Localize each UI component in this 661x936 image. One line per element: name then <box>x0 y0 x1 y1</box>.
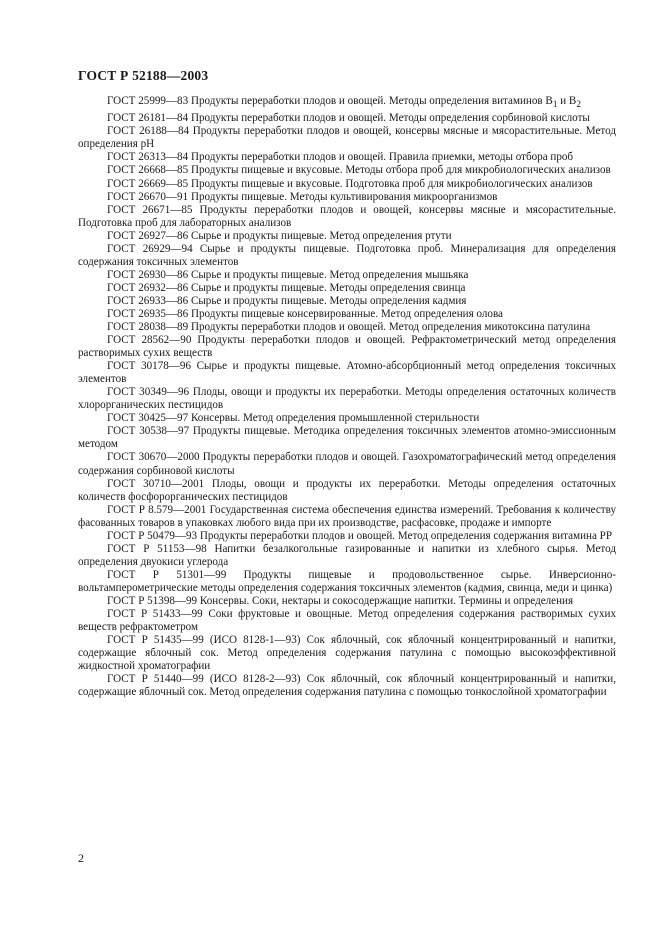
reference-code: ГОСТ 30425—97 <box>107 412 189 425</box>
reference-title: Сок яблочный, сок яблочный концентрированный и напитки, содержащие яблочный сок. Метод определения содержания патулина с помощью высокоэффективной жидкостной хроматографии <box>78 634 616 673</box>
reference-item <box>78 308 616 321</box>
reference-title: Консервы. Метод определения промышленной стерильности <box>190 412 480 425</box>
reference-title: Сырье и продукты пищевые. Методы определения свинца <box>190 281 466 294</box>
reference-item <box>78 178 616 191</box>
reference-code: ГОСТ 26930—86 <box>107 268 189 281</box>
reference-title: Напитки безалкогольные газированные и напитки из хлебного сырья. Метод определения двуокиси углерода <box>78 542 617 568</box>
reference-item <box>78 608 616 634</box>
reference-title: Продукты переработки плодов и овощей. Методы определения витаминов B <box>190 95 553 107</box>
subscript: 2 <box>576 100 581 111</box>
reference-code: ГОСТ Р 51433—99 <box>107 608 203 621</box>
reference-item <box>78 673 616 699</box>
reference-title: Сырье и продукты пищевые. Атомно-абсорбционный метод определения токсичных элементов <box>78 360 617 386</box>
reference-title: Продукты пищевые консервированные. Метод определения олова <box>190 307 503 320</box>
reference-title: Продукты переработки плодов и овощей. Газохроматографический метод определения содержания сорбиновой кислоты <box>78 451 616 477</box>
reference-code: ГОСТ Р 51301—99 <box>107 568 227 581</box>
reference-code: ГОСТ 30670—2000 <box>107 451 200 464</box>
reference-code: ГОСТ Р 51398—99 <box>107 595 198 607</box>
reference-item <box>78 321 616 334</box>
reference-item <box>78 269 616 282</box>
reference-item <box>78 125 616 151</box>
page-number: 2 <box>78 851 84 865</box>
reference-title-tail: и B <box>557 95 577 107</box>
normative-references-list <box>78 95 616 699</box>
reference-title: Плоды, овощи и продукты их переработки. Методы определения остаточных количеств хлорорганических пестицидов <box>78 386 617 412</box>
reference-item <box>78 386 616 412</box>
reference-item <box>78 530 616 543</box>
subscript: 1 <box>552 100 558 111</box>
reference-item <box>78 360 616 386</box>
reference-title: Плоды, овощи и продукты их переработки. Методы определения остаточных количеств фосфорорганических пестицидов <box>78 477 617 503</box>
reference-code: ГОСТ 26670—91 <box>107 190 189 203</box>
reference-title: Продукты переработки плодов и овощей. Методы определения сорбиновой кислоты <box>190 112 590 125</box>
reference-title: Продукты пищевые и продовольственное сырье. Инверсионно-вольтамперометрические методы определения содержания токсичных элементов (кадмия, свинца, меди и цинка) <box>78 568 616 594</box>
reference-item <box>78 282 616 295</box>
reference-title: Сырье и продукты пищевые. Метод определения ртути <box>190 229 452 242</box>
reference-item <box>78 191 616 204</box>
reference-title: Консервы. Соки, нектары и сокосодержащие напитки. Термины и определения <box>199 595 574 607</box>
reference-title: Сок яблочный, сок яблочный концентрированный и напитки, содержащие яблочный сок. Метод определения содержания патулина с помощью тонкослойной хроматографии <box>78 673 616 699</box>
reference-code: ГОСТ 30710—2001 <box>107 477 205 490</box>
reference-item <box>78 204 616 230</box>
reference-code: ГОСТ 30178—96 <box>107 360 191 373</box>
reference-item <box>78 634 616 673</box>
reference-title: Продукты переработки плодов и овощей. Правила приемки, методы отбора проб <box>190 151 574 164</box>
reference-item <box>78 543 616 569</box>
reference-title: Продукты переработки плодов и овощей, консервы мясные и мясорастительные. Метод определения рН <box>78 125 616 151</box>
reference-item <box>78 569 616 595</box>
reference-item <box>78 334 616 360</box>
reference-code: ГОСТ 30349—96 <box>107 386 190 399</box>
reference-title: Продукты переработки плодов и овощей. Метод определения микотоксина патулина <box>190 321 591 334</box>
reference-title: Продукты пищевые. Методика определения токсичных элементов атомно-эмиссионным методом <box>78 425 616 451</box>
reference-title: Продукты пищевые. Методы культивирования микроорганизмов <box>190 190 498 203</box>
reference-item <box>78 112 616 125</box>
reference-item <box>78 451 616 477</box>
reference-title: Государственная система обеспечения единства измерений. Требования к количеству фасованных товаров в упаковках любого вида при их производстве, расфасовке, продаже и импорте <box>78 503 617 529</box>
reference-code: ГОСТ 25999—83 <box>107 95 189 107</box>
reference-code: ГОСТ 26188—84 <box>107 125 190 138</box>
reference-code: ГОСТ 26313—84 <box>107 151 189 164</box>
reference-item <box>78 412 616 425</box>
document-header: ГОСТ Р 52188—2003 <box>78 68 209 83</box>
reference-title: Продукты переработки плодов и овощей. Метод определения содержания витамина РР <box>199 529 612 542</box>
reference-code: ГОСТ Р 51440—99 (ИСО 8128-2—93) <box>107 673 301 686</box>
reference-code: ГОСТ Р 51153—98 <box>107 542 207 555</box>
reference-item <box>78 478 616 504</box>
reference-code: ГОСТ 26669—85 <box>107 177 189 190</box>
reference-code: ГОСТ 26929—94 <box>107 242 193 255</box>
reference-title: Продукты переработки плодов и овощей, консервы мясные и мясорастительные. Подготовка проб для лабораторных анализов <box>78 203 617 229</box>
reference-item <box>78 230 616 243</box>
reference-title: Соки фруктовые и овощные. Метод определения содержания растворимых сухих веществ рефрактометром <box>78 608 616 634</box>
reference-item <box>78 95 616 112</box>
reference-code: ГОСТ 28038—89 <box>107 321 189 334</box>
reference-code: ГОСТ Р 50479—93 <box>107 529 198 542</box>
reference-code: ГОСТ Р 51435—99 (ИСО 8128-1—93) <box>107 634 301 647</box>
reference-item <box>78 164 616 177</box>
reference-title: Сырье и продукты пищевые. Подготовка проб. Минерализация для определения содержания токсичных элементов <box>78 242 617 268</box>
reference-item <box>78 295 616 308</box>
reference-code: ГОСТ 26932—86 <box>107 281 189 294</box>
reference-code: ГОСТ Р 8.579—2001 <box>107 503 207 516</box>
reference-code: ГОСТ 26927—86 <box>107 229 189 242</box>
reference-code: ГОСТ 26935—86 <box>107 307 189 320</box>
reference-title: Продукты переработки плодов и овощей. Рефрактометрический метод определения растворимых сухих веществ <box>78 334 616 360</box>
reference-code: ГОСТ 26671—85 <box>107 203 193 216</box>
reference-item <box>78 504 616 530</box>
reference-code: ГОСТ 30538—97 <box>107 425 190 438</box>
reference-title: Сырье и продукты пищевые. Метод определения мышьяка <box>190 268 469 281</box>
reference-code: ГОСТ 26668—85 <box>107 164 189 177</box>
reference-code: ГОСТ 26933—86 <box>107 294 189 307</box>
reference-code: ГОСТ 28562—90 <box>107 334 192 347</box>
reference-title: Сырье и продукты пищевые. Методы определения кадмия <box>190 294 467 307</box>
reference-item <box>78 151 616 164</box>
reference-code: ГОСТ 26181—84 <box>107 112 189 125</box>
reference-item <box>78 595 616 608</box>
reference-item <box>78 425 616 451</box>
reference-item <box>78 243 616 269</box>
reference-title: Продукты пищевые и вкусовые. Подготовка проб для микробиологических анализов <box>190 177 593 190</box>
reference-title: Продукты пищевые и вкусовые. Методы отбора проб для микробиологических анализов <box>190 164 611 177</box>
